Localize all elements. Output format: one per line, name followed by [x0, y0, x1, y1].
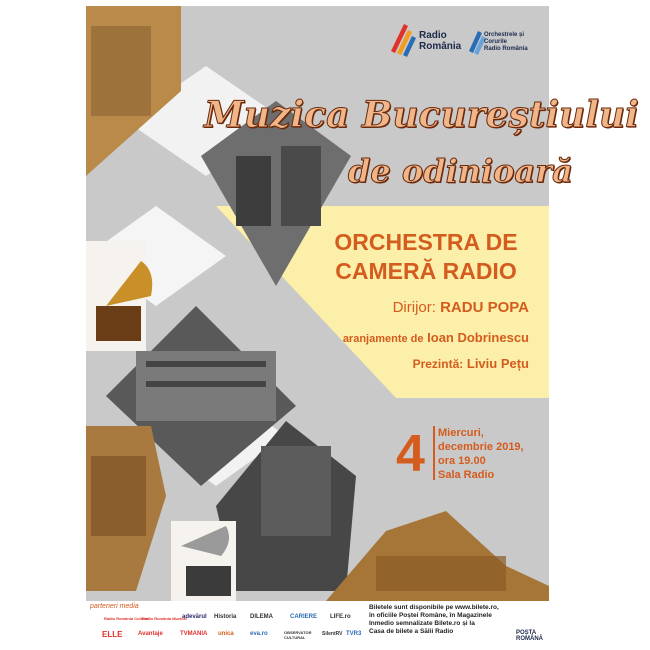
orchestre-logo-text — [484, 32, 528, 53]
title-line-2: de odinioară — [348, 152, 573, 190]
partner-logo-avantaje: Avantaje — [138, 631, 163, 637]
event-time: ora 19.00 — [438, 455, 486, 467]
conductor-line — [393, 299, 529, 316]
partner-logo-unica: unica — [218, 631, 234, 637]
logo-orc-line1: Orchestrele și — [484, 32, 525, 38]
arrangements-name: Ioan Dobrinescu — [427, 330, 529, 345]
posta-romana-logo: POȘTA ROMÂNĂ — [516, 630, 543, 642]
partner-logo-silent: SilentRV — [322, 631, 343, 637]
partner-logo-rrm: Radio România Muzical — [142, 616, 187, 621]
event-weekday: Miercuri, — [438, 427, 484, 439]
event-day: 4 — [396, 425, 425, 483]
partner-logo-eva: eva.ro — [250, 631, 268, 637]
logo-rr-line1: Radio — [419, 30, 447, 41]
logo-orc-line3: Radio România — [484, 46, 528, 52]
ticket-line-4: Casa de bilete a Sălii Radio — [369, 628, 454, 635]
partner-logo-elle: ELLE — [102, 630, 123, 639]
partner-logos — [90, 614, 365, 644]
partners-label: parteneri media — [90, 603, 139, 610]
ticket-line-2: în oficiile Poștei Române, în Magazinele — [369, 612, 492, 619]
ensemble-line-1: ORCHESTRA DE — [334, 229, 518, 255]
partner-logo-observator: OBSERVATOR CULTURAL — [284, 630, 312, 640]
ticket-line-1: Biletele sunt disponibile pe www.bilete.ro, — [369, 604, 499, 611]
partner-logo-tvr3: TVR3 — [346, 631, 362, 637]
partner-logo-dilema: DILEMA — [250, 614, 273, 620]
logo-orc-line2: Corurile — [484, 39, 508, 45]
ensemble-name — [322, 228, 530, 286]
concert-poster — [86, 6, 639, 645]
partner-logo-adevarul: adevărul — [182, 614, 207, 620]
title-line-1: Muzica Bucureștiului — [204, 94, 639, 136]
presenter-label: Prezintă: — [412, 357, 464, 371]
partner-logo-cariere: CARIERE — [290, 614, 318, 620]
event-date: decembrie 2019, — [438, 441, 524, 453]
ensemble-line-2: CAMERĂ RADIO — [335, 258, 517, 284]
presenter-name: Liviu Pețu — [466, 356, 529, 371]
partner-logo-historia: Historia — [214, 614, 237, 620]
partner-logo-tvmania: TVMANIA — [180, 631, 208, 637]
event-venue: Sala Radio — [438, 469, 495, 481]
conductor-label: Dirijor: — [392, 299, 436, 316]
conductor-name: RADU POPA — [440, 299, 529, 316]
radio-romania-logo-mark — [391, 24, 416, 57]
logo-rr-line2: România — [419, 41, 462, 52]
partner-logo-rrc: Radio România Cultural — [104, 616, 150, 621]
presenter-line — [413, 356, 529, 371]
event-divider — [433, 426, 435, 480]
event-details — [438, 426, 524, 482]
radio-romania-logo-text — [419, 30, 461, 52]
arrangements-label: aranjamente de — [342, 333, 424, 345]
arrangements-line — [343, 330, 529, 345]
partner-logo-life: LIFE.ro — [330, 614, 351, 620]
ticket-line-3: Inmedio semnalizate Bilete.ro și la — [369, 620, 475, 627]
